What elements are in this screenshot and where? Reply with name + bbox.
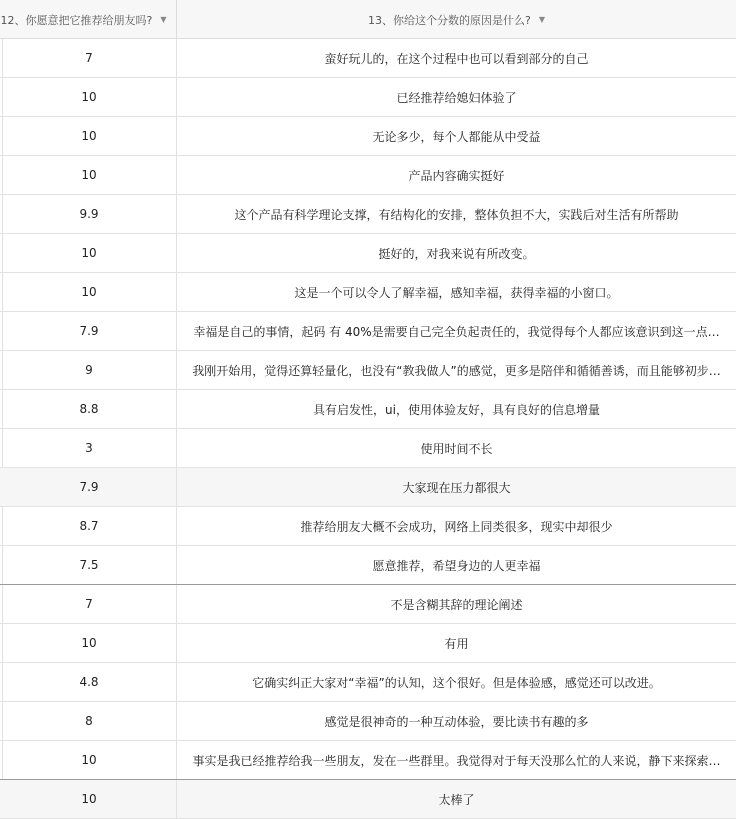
score-cell: 9: [85, 363, 93, 377]
table-row[interactable]: [0, 624, 736, 663]
column-header-score-label: 12、你愿意把它推荐给朋友吗?: [0, 13, 153, 27]
reason-text: 太棒了: [438, 792, 475, 807]
table-row[interactable]: [0, 312, 736, 351]
table-row[interactable]: [0, 390, 736, 429]
score-cell: 4.8: [79, 675, 99, 689]
table-row[interactable]: [0, 585, 736, 624]
table-row[interactable]: [0, 546, 736, 585]
reason-text: 无论多少，每个人都能从中受益: [372, 129, 541, 144]
reason-cell: [176, 312, 736, 350]
column-header-score[interactable]: [0, 0, 175, 39]
sort-caret-icon[interactable]: ▼: [538, 15, 545, 24]
reason-cell: [176, 234, 736, 272]
reason-text: 产品内容确实挺好: [408, 168, 505, 183]
reason-text: 幸福是自己的事情，起码 有 40%是需要自己完全负起责任的，我觉得每个人都应该意识到这一点…: [193, 324, 720, 339]
reason-text: 挺好的，对我来说有所改变。: [378, 246, 535, 261]
score-cell: 7.9: [79, 480, 99, 494]
reason-cell: [176, 117, 736, 155]
reason-text: 这是一个可以令人了解幸福，感知幸福，获得幸福的小窗口。: [294, 285, 619, 300]
table-row-highlighted[interactable]: [0, 468, 736, 507]
score-cell: 9.9: [79, 207, 99, 221]
reason-cell: [176, 507, 736, 545]
table-row[interactable]: [0, 39, 736, 78]
reason-cell: [176, 273, 736, 311]
table-row[interactable]: [0, 663, 736, 702]
table-header: [0, 0, 736, 39]
reason-cell: [176, 702, 736, 740]
reason-text: 事实是我已经推荐给我一些朋友，发在一些群里。我觉得对于每天没那么忙的人来说，静下来探索…: [192, 753, 721, 768]
reason-cell: [176, 351, 736, 389]
reason-text: 大家现在压力都很大: [402, 480, 511, 495]
score-cell: 7: [85, 597, 93, 611]
table-row[interactable]: [0, 507, 736, 546]
reason-cell: [176, 585, 736, 623]
score-cell: 3: [85, 441, 93, 455]
reason-cell: [176, 663, 736, 701]
table-row[interactable]: [0, 195, 736, 234]
score-cell: 10: [81, 792, 97, 806]
reason-text: 有用: [444, 636, 469, 651]
reason-cell: [176, 195, 736, 233]
column-header-reason-label: 13、你给这个分数的原因是什么?: [368, 13, 531, 27]
score-cell: 8.8: [79, 402, 99, 416]
reason-text: 已经推荐给媳妇体验了: [396, 90, 517, 105]
score-cell: 10: [81, 168, 97, 182]
reason-text: 蛮好玩儿的，在这个过程中也可以看到部分的自己: [324, 51, 589, 66]
score-cell: 7: [85, 51, 93, 65]
score-cell: 8.7: [79, 519, 99, 533]
reason-cell: [176, 390, 736, 428]
score-cell: 10: [81, 636, 97, 650]
score-cell: 10: [81, 753, 97, 767]
reason-text: 使用时间不长: [420, 441, 493, 456]
table-row[interactable]: [0, 156, 736, 195]
reason-text: 不是含糊其辞的理论阐述: [390, 597, 523, 612]
reason-text: 这个产品有科学理论支撑，有结构化的安排，整体负担不大，实践后对生活有所帮助: [234, 207, 679, 222]
reason-cell: [176, 546, 736, 584]
table-row[interactable]: [0, 117, 736, 156]
table-row[interactable]: [0, 78, 736, 117]
reason-cell: [176, 429, 736, 467]
table-row[interactable]: [0, 429, 736, 468]
score-cell: 7.9: [79, 324, 99, 338]
sort-caret-icon[interactable]: ▼: [160, 15, 167, 24]
table-row[interactable]: [0, 234, 736, 273]
score-cell: 8: [85, 714, 93, 728]
reason-cell: [176, 78, 736, 116]
reason-text: 愿意推荐，希望身边的人更幸福: [372, 558, 541, 573]
score-cell: 7.5: [79, 558, 99, 572]
table-row[interactable]: [0, 273, 736, 312]
reason-cell: [176, 624, 736, 662]
reason-text: 它确实纠正大家对“幸福”的认知，这个很好。但是体验感，感觉还可以改进。: [252, 675, 661, 690]
reason-text: 具有启发性，ui，使用体验友好，具有良好的信息增量: [313, 402, 600, 417]
reason-cell: [176, 741, 736, 779]
reason-text: 感觉是很神奇的一种互动体验，要比读书有趣的多: [324, 714, 589, 729]
reason-cell: [176, 468, 736, 506]
column-header-reason[interactable]: [176, 0, 736, 39]
reason-cell: [176, 156, 736, 194]
score-cell: 10: [81, 90, 97, 104]
table-row[interactable]: [0, 702, 736, 741]
table-row[interactable]: [0, 741, 736, 780]
table-row[interactable]: [0, 351, 736, 390]
reason-text: 我刚开始用，觉得还算轻量化，也没有“教我做人”的感觉，更多是陪伴和循循善诱，而且能够初步…: [192, 363, 721, 378]
reason-cell: [176, 39, 736, 77]
score-cell: 10: [81, 285, 97, 299]
reason-cell: [176, 780, 736, 818]
reason-text: 推荐给朋友大概不会成功，网络上同类很多，现实中却很少: [300, 519, 613, 534]
score-cell: 10: [81, 246, 97, 260]
score-cell: 10: [81, 129, 97, 143]
